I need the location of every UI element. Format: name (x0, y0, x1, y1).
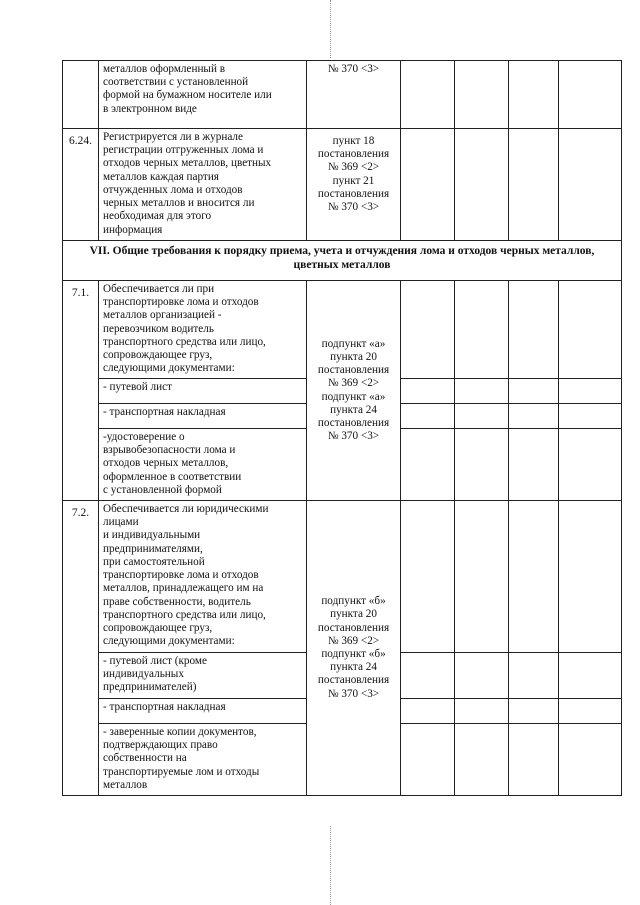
answer-na-cell[interactable] (509, 61, 559, 129)
answer-no-cell[interactable] (455, 281, 509, 379)
note-cell[interactable] (559, 724, 622, 796)
row-number (63, 61, 99, 129)
legal-reference: пункт 18 постановления № 369 <2> пункт 21 постановления № 370 <3> (307, 129, 401, 241)
requirement-subitem: -удостоверение о взрывобезопасности лома и отходов черных металлов, оформленное в соответствии с установленной формой (99, 429, 307, 501)
answer-no-cell[interactable] (455, 429, 509, 501)
answer-no-cell[interactable] (455, 129, 509, 241)
answer-yes-cell[interactable] (401, 379, 455, 404)
note-cell[interactable] (559, 281, 622, 379)
requirement-subitem: - заверенные копии документов, подтверждающих право собственности на транспортируемые лом и отходы металлов (99, 724, 307, 796)
answer-yes-cell[interactable] (401, 129, 455, 241)
answer-na-cell[interactable] (509, 699, 559, 724)
answer-yes-cell[interactable] (401, 653, 455, 699)
answer-na-cell[interactable] (509, 281, 559, 379)
answer-yes-cell[interactable] (401, 429, 455, 501)
answer-no-cell[interactable] (455, 724, 509, 796)
answer-no-cell[interactable] (455, 404, 509, 429)
section-header-row (63, 241, 622, 281)
legal-reference: подпункт «а» пункта 20 постановления № 369 <2> подпункт «а» пункта 24 постановления № 370 <3> (307, 281, 401, 501)
row-number: 7.1. (63, 281, 99, 501)
legal-reference: подпункт «б» пункта 20 постановления № 369 <2> подпункт «б» пункта 24 постановления № 370 <3> (307, 501, 401, 796)
answer-yes-cell[interactable] (401, 404, 455, 429)
table-row (63, 281, 622, 379)
table-row (63, 61, 622, 129)
answer-na-cell[interactable] (509, 129, 559, 241)
note-cell[interactable] (559, 379, 622, 404)
note-cell[interactable] (559, 653, 622, 699)
requirement-text: Регистрируется ли в журнале регистрации отгруженных лома и отходов черных металлов, цветных металлов каждая партия отчужденных лома и отходов черных металлов и вносится ли необходимая для этого информация (99, 129, 307, 241)
note-cell[interactable] (559, 404, 622, 429)
requirement-subitem: - транспортная накладная (99, 404, 307, 429)
note-cell[interactable] (559, 429, 622, 501)
fold-line-bottom (330, 826, 331, 905)
requirement-subitem: - транспортная накладная (99, 699, 307, 724)
row-number: 7.2. (63, 501, 99, 796)
table-row (63, 501, 622, 653)
note-cell[interactable] (559, 699, 622, 724)
note-cell[interactable] (559, 61, 622, 129)
requirement-subitem: - путевой лист (кроме индивидуальных предпринимателей) (99, 653, 307, 699)
answer-na-cell[interactable] (509, 379, 559, 404)
answer-yes-cell[interactable] (401, 724, 455, 796)
requirement-subitem: - путевой лист (99, 379, 307, 404)
answer-yes-cell[interactable] (401, 501, 455, 653)
answer-na-cell[interactable] (509, 653, 559, 699)
answer-yes-cell[interactable] (401, 61, 455, 129)
answer-na-cell[interactable] (509, 501, 559, 653)
note-cell[interactable] (559, 129, 622, 241)
requirement-text: металлов оформленный в соответствии с установленной формой на бумажном носителе или в электронном виде (99, 61, 307, 129)
section-title: VII. Общие требования к порядку приема, учета и отчуждения лома и отходов черных металлов, цветных металлов (63, 241, 622, 281)
answer-na-cell[interactable] (509, 429, 559, 501)
answer-yes-cell[interactable] (401, 281, 455, 379)
answer-no-cell[interactable] (455, 699, 509, 724)
answer-na-cell[interactable] (509, 404, 559, 429)
answer-no-cell[interactable] (455, 379, 509, 404)
table-row (63, 129, 622, 241)
answer-no-cell[interactable] (455, 653, 509, 699)
note-cell[interactable] (559, 501, 622, 653)
fold-line-top (330, 0, 331, 58)
answer-no-cell[interactable] (455, 61, 509, 129)
checklist-table (62, 60, 622, 796)
requirement-text: Обеспечивается ли юридическими лицами и индивидуальными предпринимателями, при самостоятельной транспортировке лома и отходов металлов, принадлежащего им на праве собственности, водитель транспортного средства или лицо, сопровождающее груз, следующими документами: (99, 501, 307, 653)
answer-yes-cell[interactable] (401, 699, 455, 724)
row-number: 6.24. (63, 129, 99, 241)
legal-reference: № 370 <3> (307, 61, 401, 129)
requirement-text: Обеспечивается ли при транспортировке лома и отходов металлов организацией - перевозчиком водитель транспортного средства или лицо, сопровождающее груз, следующими документами: (99, 281, 307, 379)
answer-na-cell[interactable] (509, 724, 559, 796)
answer-no-cell[interactable] (455, 501, 509, 653)
